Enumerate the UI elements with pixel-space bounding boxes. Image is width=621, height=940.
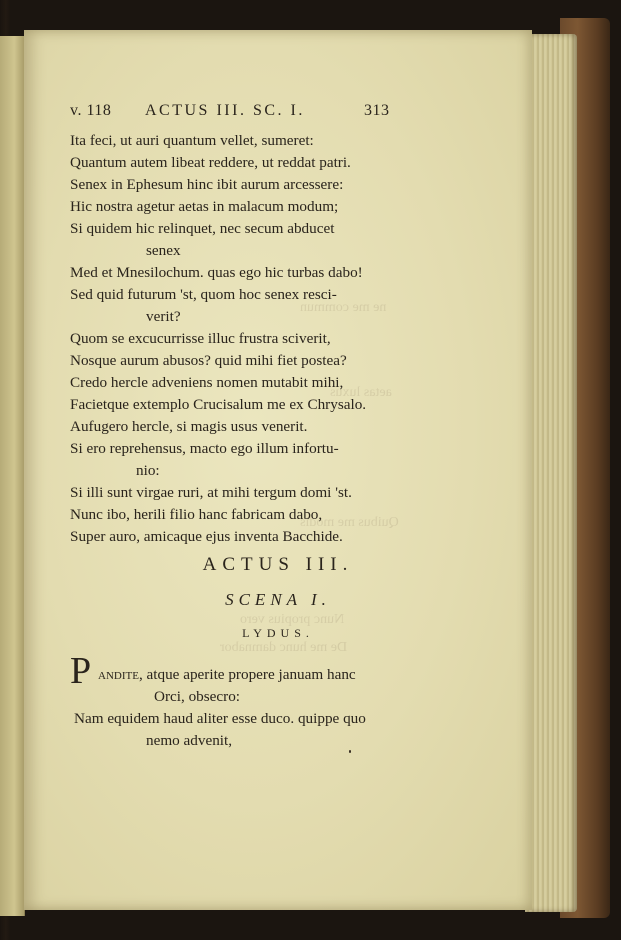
verse-line: Aufugero hercle, si magis usus venerit. bbox=[70, 418, 308, 435]
speech-line-rest: , atque aperite propere januam hanc bbox=[138, 666, 356, 683]
act-heading: ACTUS III. bbox=[202, 554, 354, 575]
show-through-text: aetas luxus bbox=[330, 385, 392, 400]
page-block-edges bbox=[525, 34, 577, 912]
verse-line: Si ero reprehensus, macto ego illum infortu- bbox=[70, 440, 339, 457]
speech-line bbox=[98, 664, 356, 687]
verse-line-continuation: senex bbox=[146, 242, 181, 259]
running-head-title: ACTUS III. SC. I. bbox=[145, 102, 305, 119]
verse-line: Nosque aurum abusos? quid mihi fiet postea? bbox=[70, 352, 347, 369]
verse-line: Super auro, amicaque ejus inventa Bacchide. bbox=[70, 528, 343, 545]
left-page-edge bbox=[0, 36, 25, 916]
verse-line: Facietque extemplo Crucisalum me ex Chrysalo. bbox=[70, 396, 367, 413]
verse-line: Credo hercle adveniens nomen mutabit mihi, bbox=[70, 374, 344, 391]
verse-line: Si illi sunt virgae ruri, at mihi tergum domi 'st. bbox=[70, 484, 352, 501]
show-through-text: Nunc propius vero bbox=[240, 612, 345, 627]
speech-line-continuation: nemo advenit, bbox=[146, 732, 233, 749]
show-through-text: ne me commun bbox=[300, 300, 387, 315]
ink-speck bbox=[349, 750, 351, 753]
speech-first-word: andite bbox=[98, 666, 139, 683]
verse-line: Si quidem hic relinquet, nec secum abducet bbox=[70, 220, 335, 237]
verse-line: Quantum autem libeat reddere, ut reddat patri. bbox=[70, 154, 351, 171]
verse-line: Quom se excucurrisse illuc frustra sciverit, bbox=[70, 330, 331, 347]
page-number: 313 bbox=[364, 102, 390, 119]
verse-number: v. 118 bbox=[70, 102, 112, 119]
speech-line-continuation: Orci, obsecro: bbox=[154, 688, 241, 705]
drop-cap: P bbox=[70, 650, 92, 692]
verse-line-continuation: nio: bbox=[136, 462, 160, 479]
verse-line: Hic nostra agetur aetas in malacum modum; bbox=[70, 198, 339, 215]
verse-line: Med et Mnesilochum. quas ego hic turbas dabo! bbox=[70, 264, 363, 281]
scene-heading: SCENA I. bbox=[225, 590, 331, 609]
speaker-name: LYDUS. bbox=[242, 626, 314, 640]
verse-line: Sed quid futurum 'st, quom hoc senex resci- bbox=[70, 286, 337, 303]
verse-line: Senex in Ephesum hinc ibit aurum arcessere: bbox=[70, 176, 344, 193]
verse-line: Nunc ibo, herili filio hanc fabricam dabo, bbox=[70, 506, 323, 523]
speech-line: Nam equidem haud aliter esse duco. quippe quo bbox=[74, 710, 366, 727]
show-through-text: De me hunc damnabor bbox=[220, 640, 348, 655]
show-through-text: Quibus me modis bbox=[300, 515, 399, 530]
verse-line: Ita feci, ut auri quantum vellet, sumeret: bbox=[70, 132, 314, 149]
verse-line-continuation: verit? bbox=[146, 308, 181, 325]
